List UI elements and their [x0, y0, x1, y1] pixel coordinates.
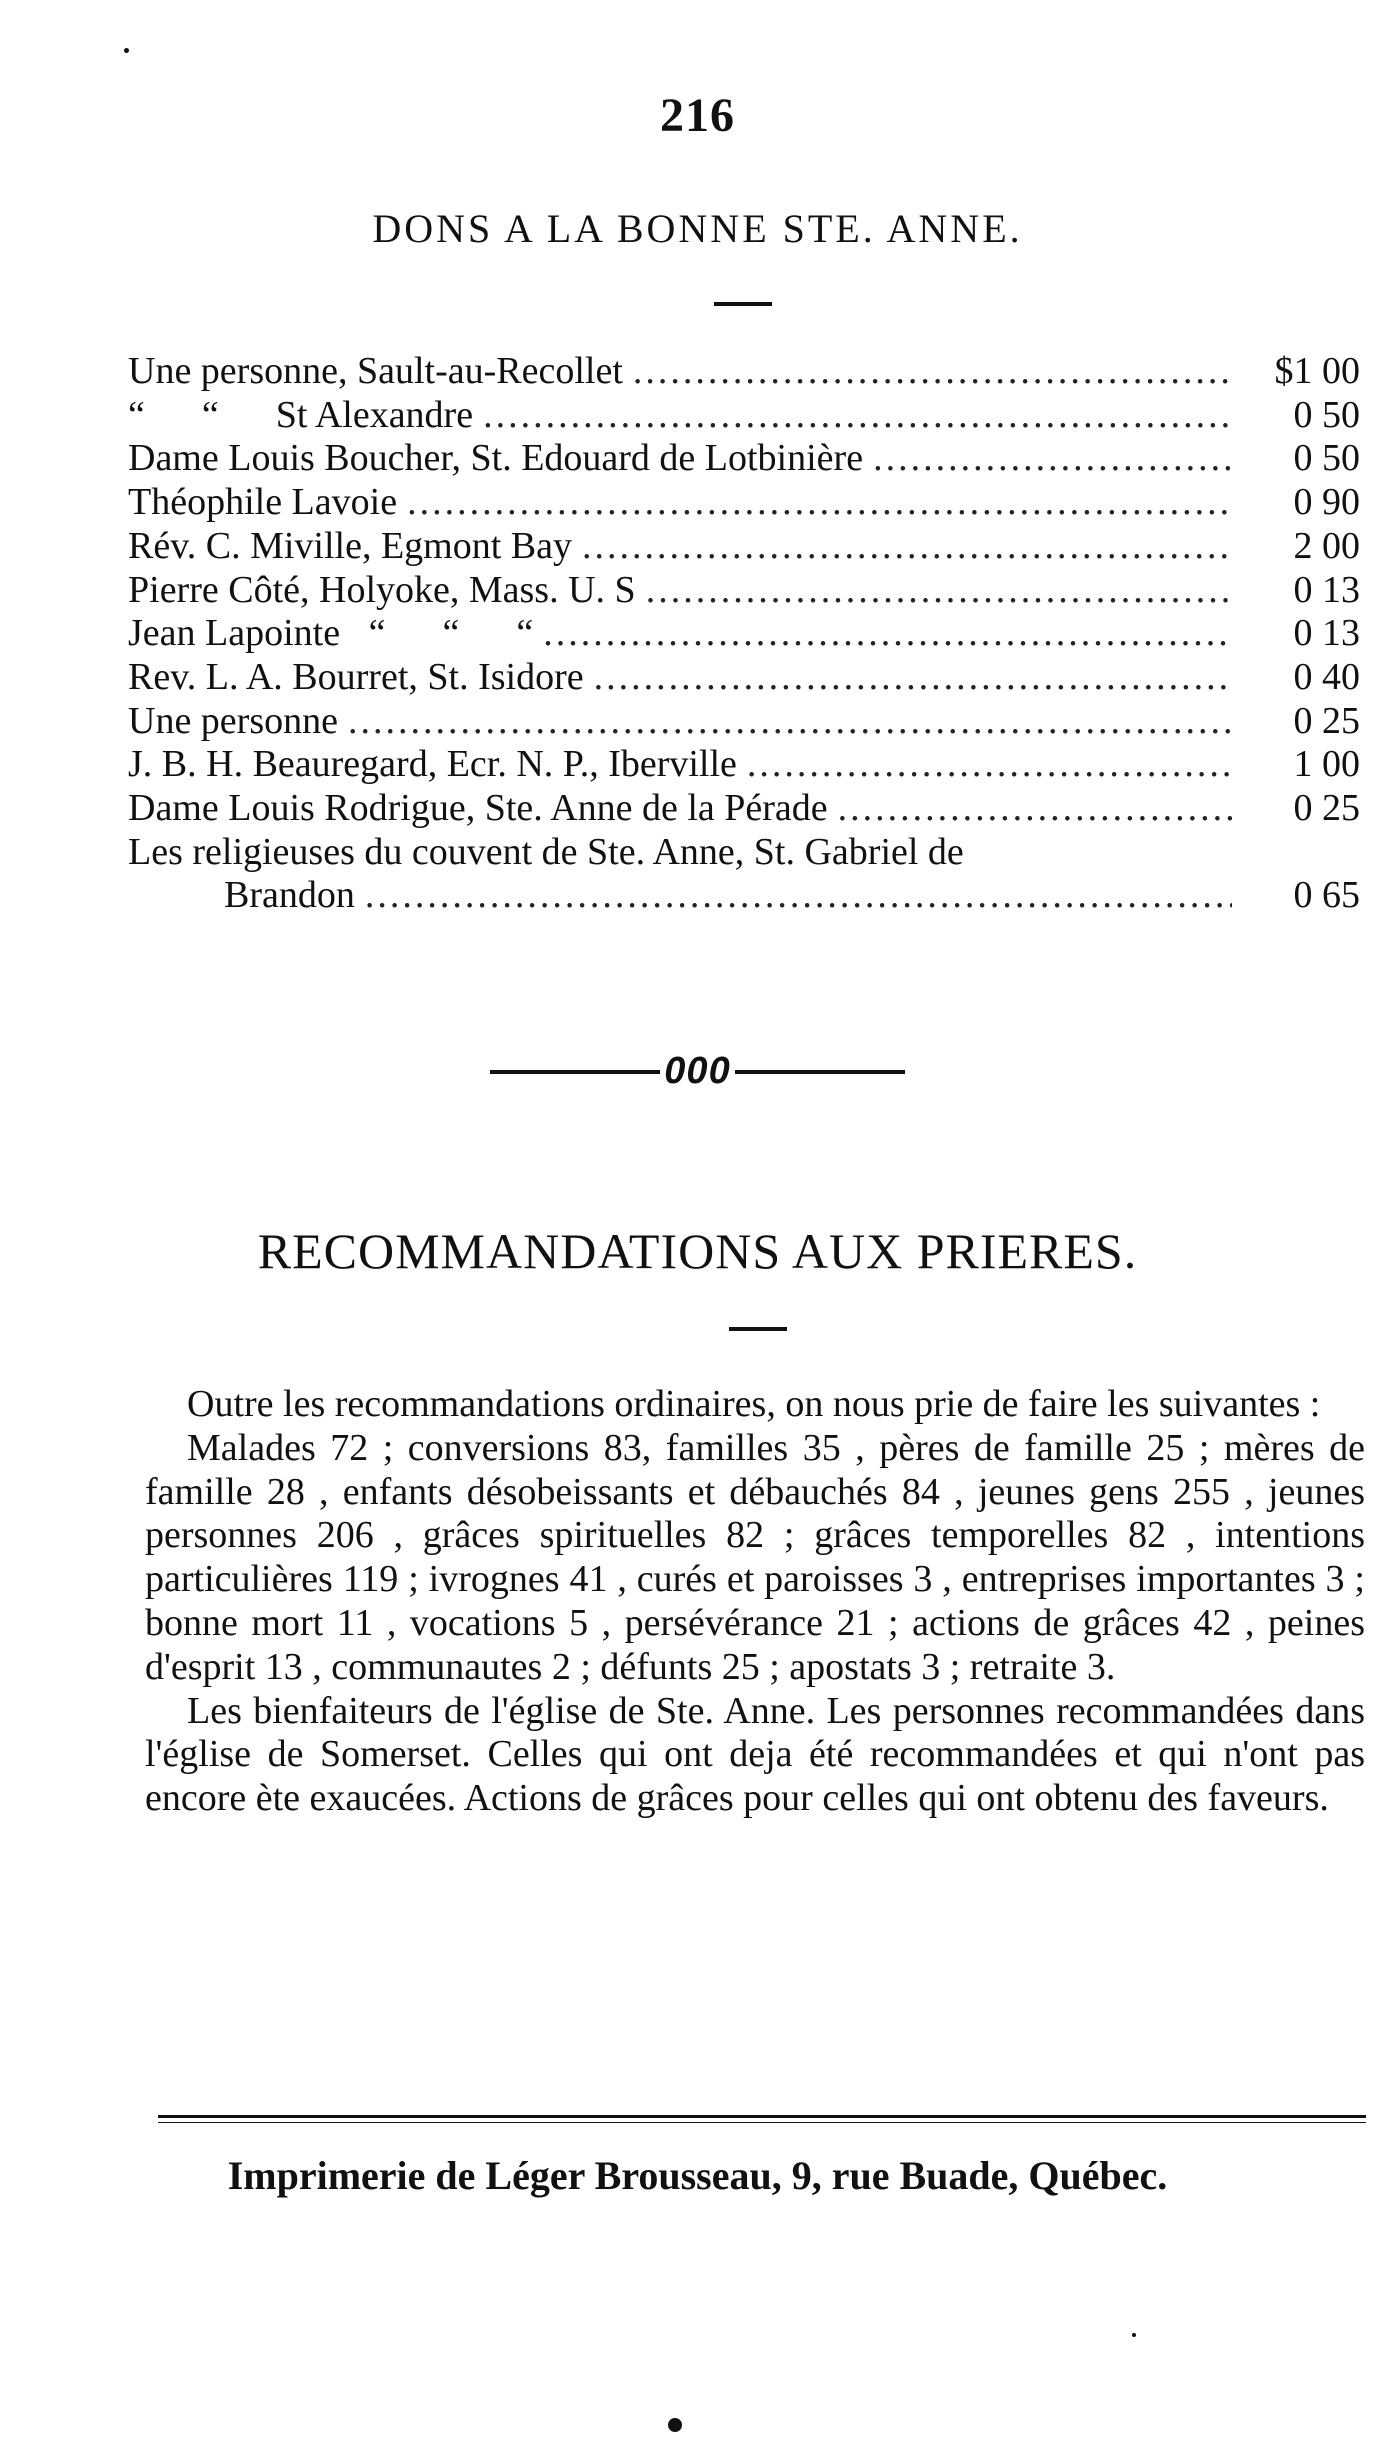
dot-leader [633, 350, 1232, 394]
ornament-line-left [490, 1070, 660, 1074]
title-rule [729, 1327, 787, 1331]
donation-row [128, 394, 1360, 438]
donor-name: “ “ St Alexandre [128, 393, 474, 436]
dot-leader [348, 700, 1232, 744]
donation-amount: 0 13 [1293, 568, 1360, 611]
donation-amount: 0 50 [1293, 437, 1360, 480]
printer-imprint: Imprimerie de Léger Brousseau, 9, rue Buade, Québec. [227, 2153, 1168, 2198]
dot-leader [646, 569, 1232, 613]
donation-row [128, 700, 1360, 744]
donation-row [128, 787, 1360, 831]
print-speck [1132, 2333, 1136, 2337]
donation-amount: 0 50 [1293, 393, 1360, 436]
paragraph: Outre les recommandations ordinaires, on nous prie de faire les suivantes : [187, 1383, 1321, 1425]
print-speck [668, 2418, 682, 2432]
donation-row [128, 831, 1360, 875]
donation-amount: 2 00 [1293, 524, 1360, 567]
section-ornament [0, 1050, 1395, 1093]
ornament-line-right [735, 1070, 905, 1074]
donation-row [128, 437, 1360, 481]
dot-leader [543, 612, 1232, 656]
donations-list [128, 350, 1360, 918]
dot-leader [582, 525, 1232, 569]
recommandations-title: RECOMMANDATIONS AUX PRIERES. [257, 1223, 1138, 1279]
donor-name: Les religieuses du couvent de Ste. Anne, St. Gabriel de [128, 830, 964, 873]
donation-row [128, 656, 1360, 700]
donor-name: Brandon [224, 874, 355, 917]
donation-row [128, 874, 1360, 918]
donor-name: Théophile Lavoie [128, 481, 398, 524]
donation-row [128, 569, 1360, 613]
donation-amount: 0 13 [1293, 612, 1360, 655]
donation-amount: 0 90 [1293, 481, 1360, 524]
donor-name: Dame Louis Rodrigue, Ste. Anne de la Pérade [128, 787, 828, 830]
dot-leader [873, 437, 1232, 481]
title-rule [714, 302, 772, 306]
footer-rule [158, 2115, 1366, 2118]
recommandations-body [145, 1383, 1365, 1821]
dot-leader [365, 874, 1232, 918]
donation-amount: $1 00 [1274, 350, 1360, 392]
dot-leader [838, 787, 1232, 831]
footer-rule-thin [158, 2122, 1366, 2123]
donation-row [128, 481, 1360, 525]
donor-name: Une personne, Sault-au-Recollet [128, 350, 623, 392]
donation-row [128, 525, 1360, 569]
dot-leader [483, 394, 1232, 438]
donor-name: Rév. C. Miville, Egmont Bay [128, 524, 573, 567]
dot-leader [407, 481, 1232, 525]
donor-name: Une personne [128, 699, 338, 742]
donation-amount: 0 65 [1293, 874, 1360, 917]
dot-leader [747, 743, 1232, 787]
paragraph: Les bienfaiteurs de l'église de Ste. Anne. Les personnes recommandées dans l'église de Somerset. Celles qui ont deja été recommandées et qui n'ont pas encore ète exaucées. Actions de grâces pour celles qui ont obtenu des faveurs. [145, 1689, 1365, 1820]
donation-row [128, 743, 1360, 787]
donation-amount: 1 00 [1293, 743, 1360, 786]
donor-name: J. B. H. Beauregard, Ecr. N. P., Iberville [128, 743, 737, 786]
paragraph: Malades 72 ; conversions 83, familles 35 , pères de famille 25 ; mères de famille 28 , enfants désobeissants et débauchés 84 , jeunes gens 255 , jeunes personnes 206 , grâces spirituelles 82 ; grâces temporelles 82 , intentions particulières 119 ; ivrognes 41 , curés et paroisses 3 , entreprises importantes 3 ; bonne mort 11 , vocations 5 , persévérance 21 ; actions de grâces 42 , peines d'esprit 13 , communautes 2 ; défunts 25 ; apostats 3 ; retraite 3. [145, 1426, 1365, 1688]
donor-name: Rev. L. A. Bourret, St. Isidore [128, 655, 584, 698]
donation-row [128, 612, 1360, 656]
dot-leader [594, 656, 1232, 700]
ornament-mark: 000 [664, 1050, 731, 1092]
donation-amount: 0 40 [1293, 655, 1360, 698]
dons-title: DONS A LA BONNE STE. ANNE. [372, 206, 1023, 251]
donor-name: Dame Louis Boucher, St. Edouard de Lotbinière [128, 437, 864, 480]
donation-amount: 0 25 [1293, 699, 1360, 742]
donation-amount: 0 25 [1293, 787, 1360, 830]
donation-row [128, 350, 1360, 394]
donor-name: Pierre Côté, Holyoke, Mass. U. S [128, 568, 636, 611]
donor-name: Jean Lapointe “ “ “ [128, 612, 534, 655]
print-speck [124, 48, 129, 53]
page-number: 216 [660, 89, 735, 142]
